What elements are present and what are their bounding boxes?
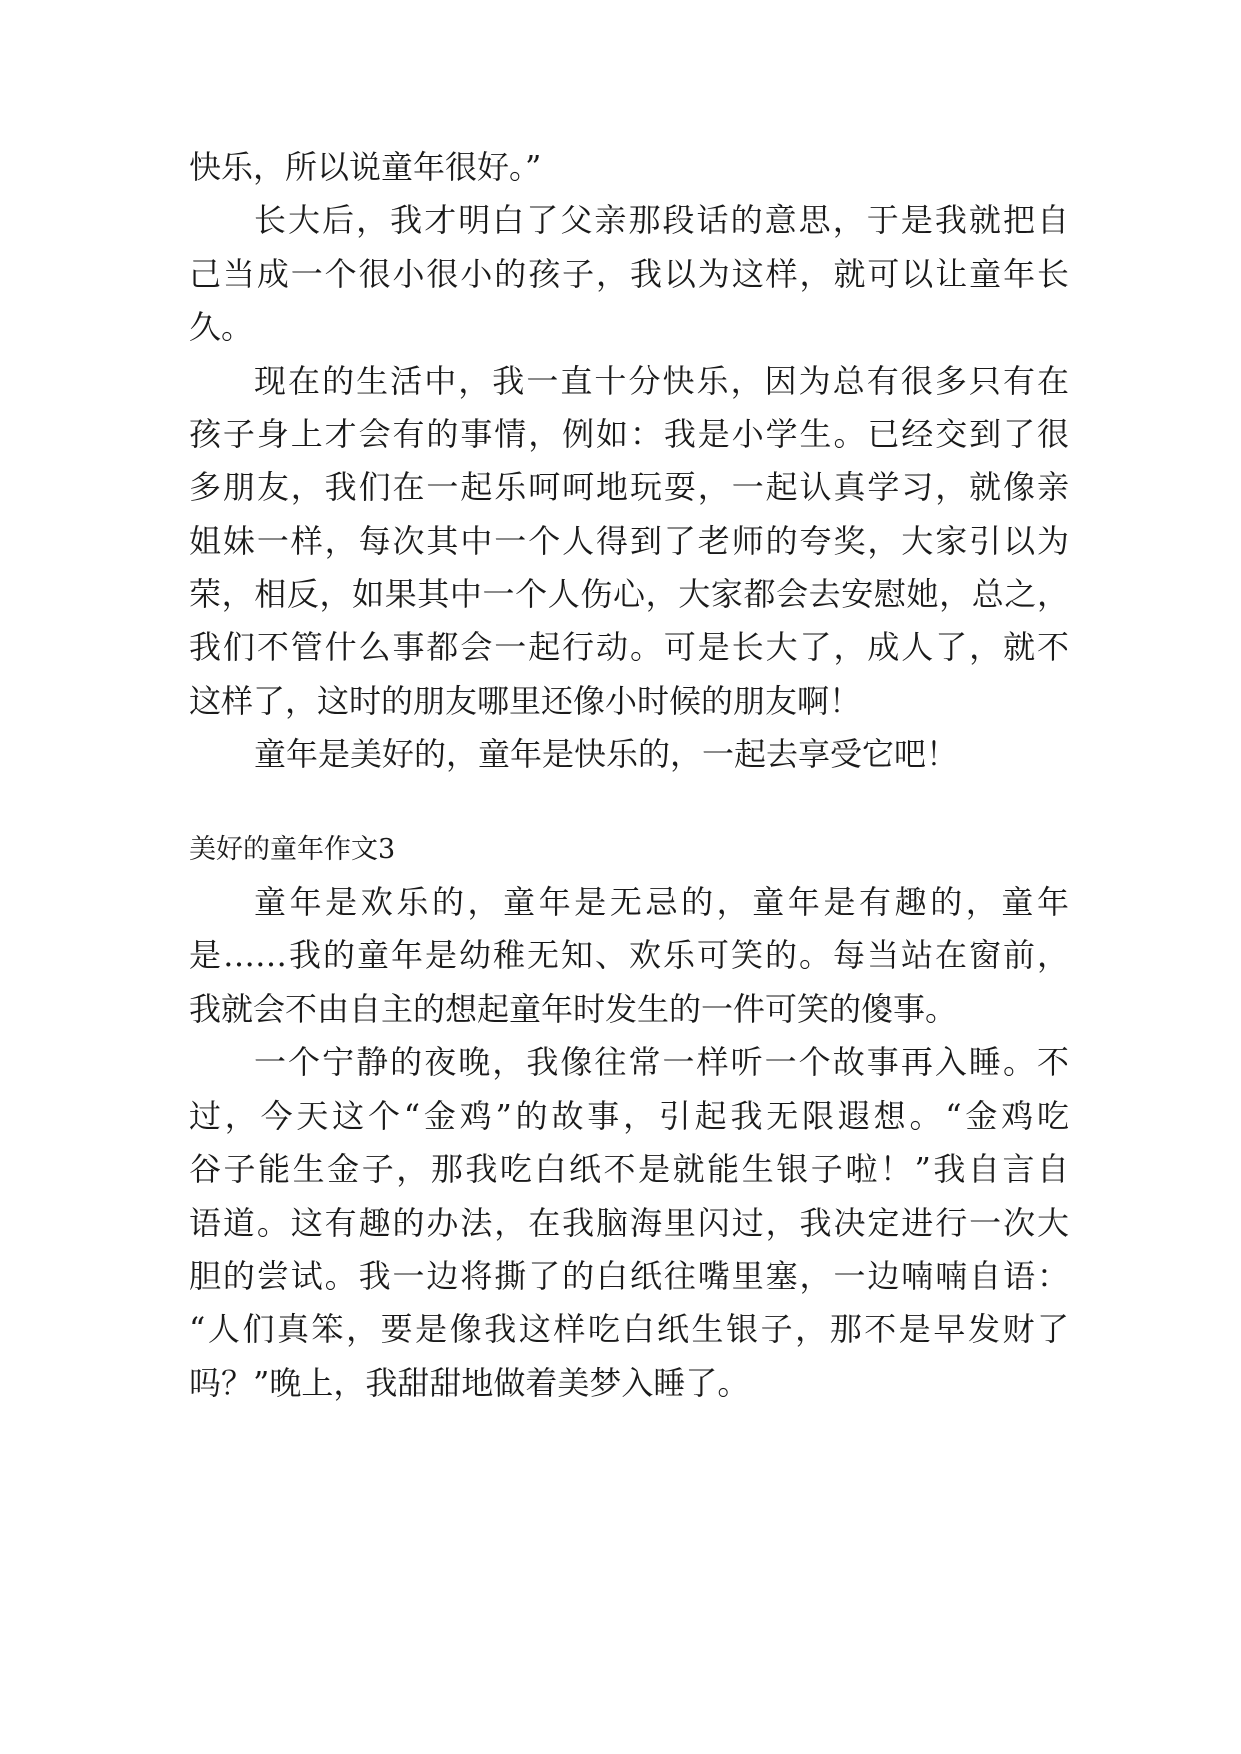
paragraph-line: 童年是欢乐的，童年是无忌的，童年是有趣的，童年 <box>254 883 1069 921</box>
paragraph-line: 我们不管什么事都会一起行动。可是长大了，成人了，就不 <box>189 628 1069 666</box>
paragraph-line: 语道。这有趣的办法，在我脑海里闪过，我决定进行一次大 <box>189 1204 1069 1242</box>
paragraph-line: 胆的尝试。我一边将撕了的白纸往嘴里塞，一边喃喃自语： <box>189 1257 1069 1295</box>
paragraph-line: 现在的生活中，我一直十分快乐，因为总有很多只有在 <box>254 362 1069 400</box>
paragraph-line: 吗？”晚上，我甜甜地做着美梦入睡了。 <box>189 1364 750 1402</box>
paragraph-line: 是……我的童年是幼稚无知、欢乐可笑的。每当站在窗前， <box>189 936 1069 974</box>
paragraph-line: 过，今天这个“金鸡”的故事，引起我无限遐想。“金鸡吃 <box>189 1097 1069 1135</box>
paragraph-line: 一个宁静的夜晚，我像往常一样听一个故事再入睡。不 <box>254 1043 1069 1081</box>
paragraph-line: 己当成一个很小很小的孩子，我以为这样，就可以让童年长 <box>189 255 1069 293</box>
paragraph-line: 长大后，我才明白了父亲那段话的意思，于是我就把自 <box>254 201 1069 239</box>
paragraph-line: 快乐，所以说童年很好。” <box>189 148 542 186</box>
paragraph-line: 多朋友，我们在一起乐呵呵地玩耍，一起认真学习，就像亲 <box>189 468 1069 506</box>
paragraph-line: 荣，相反，如果其中一个人伤心，大家都会去安慰她，总之， <box>189 575 1069 613</box>
paragraph-line: 久。 <box>189 308 254 346</box>
paragraph-line: “人们真笨，要是像我这样吃白纸生银子，那不是早发财了 <box>189 1310 1069 1348</box>
paragraph-line: 童年是美好的，童年是快乐的，一起去享受它吧！ <box>254 735 959 773</box>
paragraph-line: 这样了，这时的朋友哪里还像小时候的朋友啊！ <box>189 682 862 720</box>
paragraph-line: 我就会不由自主的想起童年时发生的一件可笑的傻事。 <box>189 990 958 1028</box>
paragraph-line: 孩子身上才会有的事情，例如：我是小学生。已经交到了很 <box>189 415 1069 453</box>
paragraph-line: 姐妹一样，每次其中一个人得到了老师的夸奖，大家引以为 <box>189 522 1069 560</box>
section-title: 美好的童年作文3 <box>189 834 396 865</box>
paragraph-line: 谷子能生金子，那我吃白纸不是就能生银子啦！”我自言自 <box>189 1150 1069 1188</box>
